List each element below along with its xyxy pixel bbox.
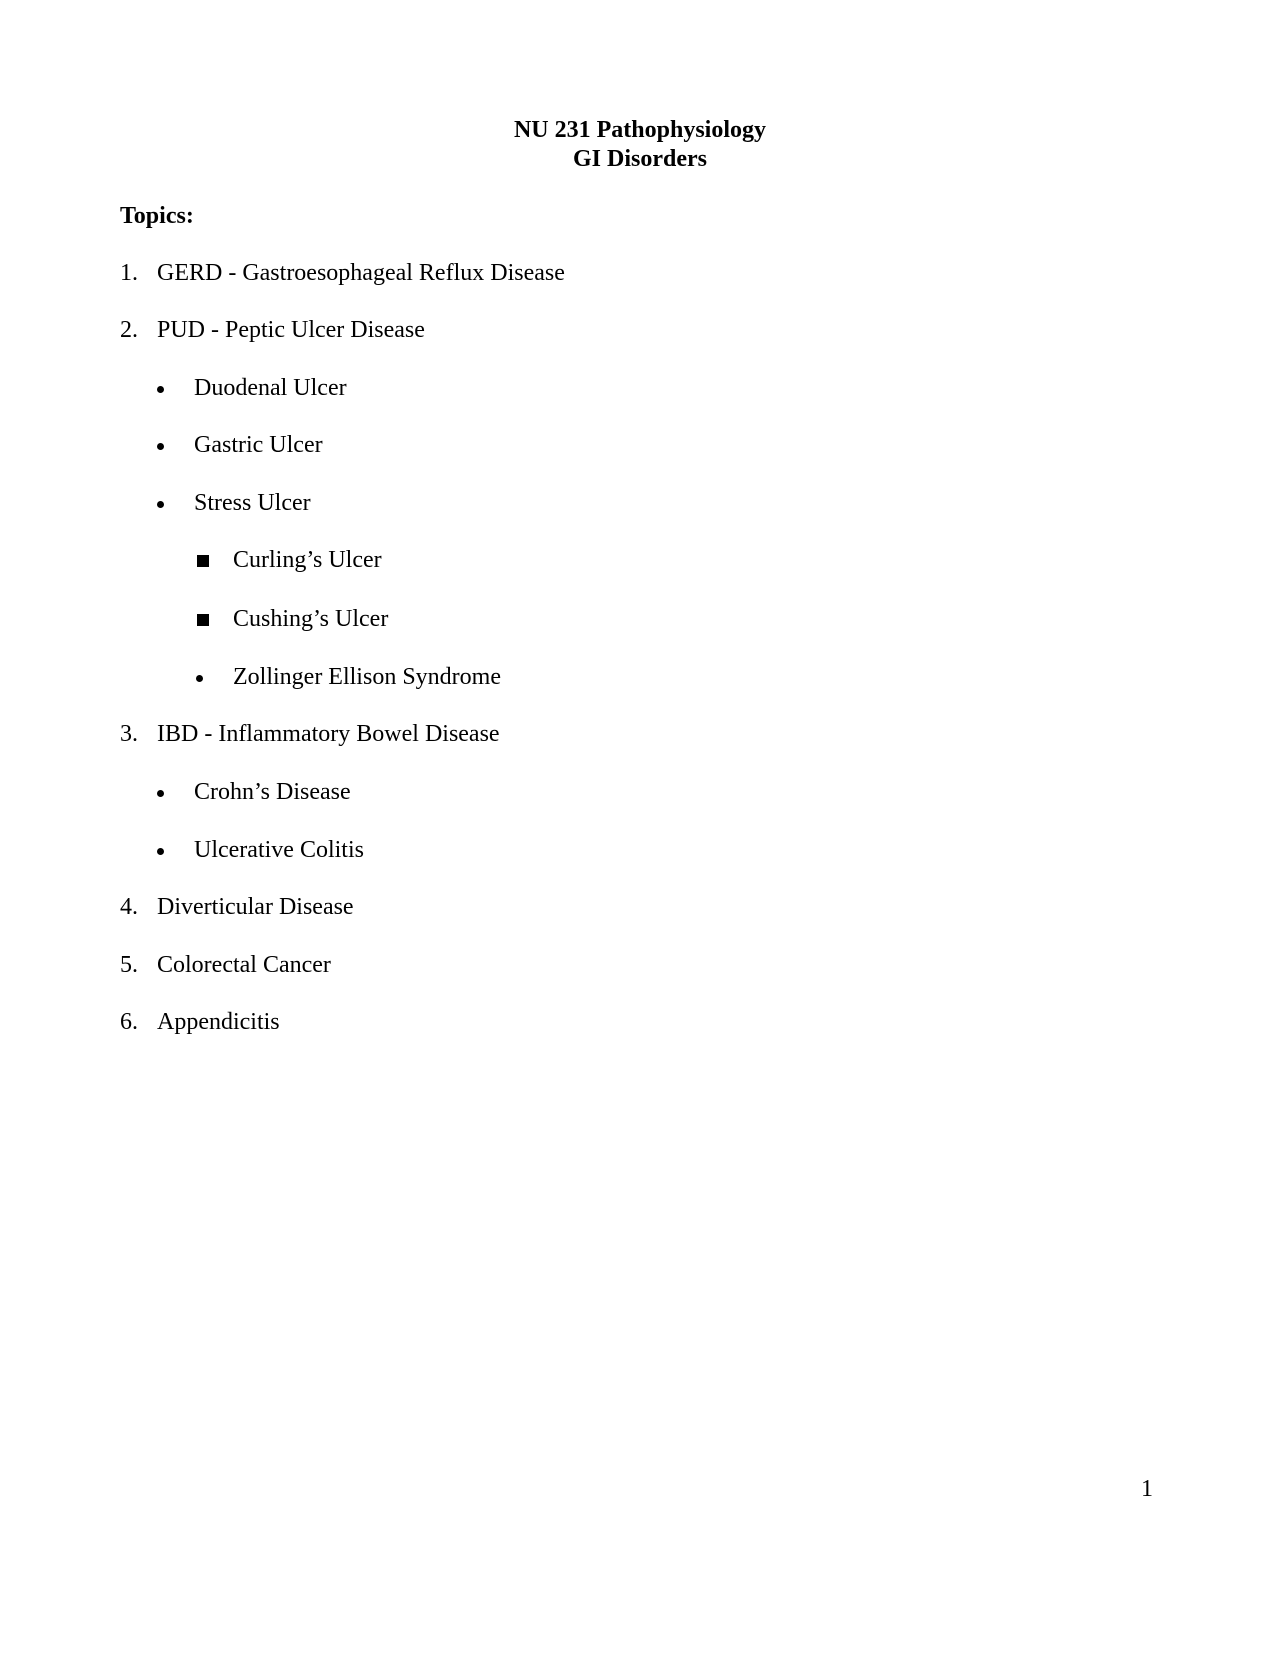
document-title bbox=[0, 116, 1280, 174]
title-subject: GI Disorders bbox=[573, 146, 707, 172]
list-item-text: GERD - Gastroesophageal Reflux Disease bbox=[157, 260, 565, 286]
list-number: 1. bbox=[120, 260, 138, 286]
list-number: 6. bbox=[120, 1009, 138, 1035]
topics-heading: Topics: bbox=[120, 203, 194, 229]
list-item-text: Appendicitis bbox=[157, 1009, 280, 1035]
bullet-icon bbox=[157, 501, 164, 508]
list-item-text: Curling’s Ulcer bbox=[233, 547, 382, 573]
list-item-text: Diverticular Disease bbox=[157, 894, 354, 920]
bullet-icon bbox=[157, 386, 164, 393]
square-bullet-icon bbox=[197, 614, 209, 626]
bullet-icon bbox=[157, 848, 164, 855]
bullet-icon bbox=[196, 675, 203, 682]
square-bullet-icon bbox=[197, 555, 209, 567]
list-item-text: Zollinger Ellison Syndrome bbox=[233, 664, 501, 690]
list-item-text: Duodenal Ulcer bbox=[194, 375, 347, 401]
list-item-text: Stress Ulcer bbox=[194, 490, 311, 516]
page-number: 1 bbox=[1141, 1476, 1153, 1502]
list-item-text: Gastric Ulcer bbox=[194, 432, 323, 458]
bullet-icon bbox=[157, 443, 164, 450]
list-number: 4. bbox=[120, 894, 138, 920]
list-item-text: Colorectal Cancer bbox=[157, 952, 331, 978]
list-item-text: PUD - Peptic Ulcer Disease bbox=[157, 317, 425, 343]
list-number: 3. bbox=[120, 721, 138, 747]
list-number: 5. bbox=[120, 952, 138, 978]
list-item-text: Cushing’s Ulcer bbox=[233, 606, 389, 632]
list-item-text: IBD - Inflammatory Bowel Disease bbox=[157, 721, 500, 747]
list-item-text: Ulcerative Colitis bbox=[194, 837, 364, 863]
title-course: NU 231 Pathophysiology bbox=[513, 117, 767, 143]
bullet-icon bbox=[157, 790, 164, 797]
list-item-text: Crohn’s Disease bbox=[194, 779, 351, 805]
list-number: 2. bbox=[120, 317, 138, 343]
